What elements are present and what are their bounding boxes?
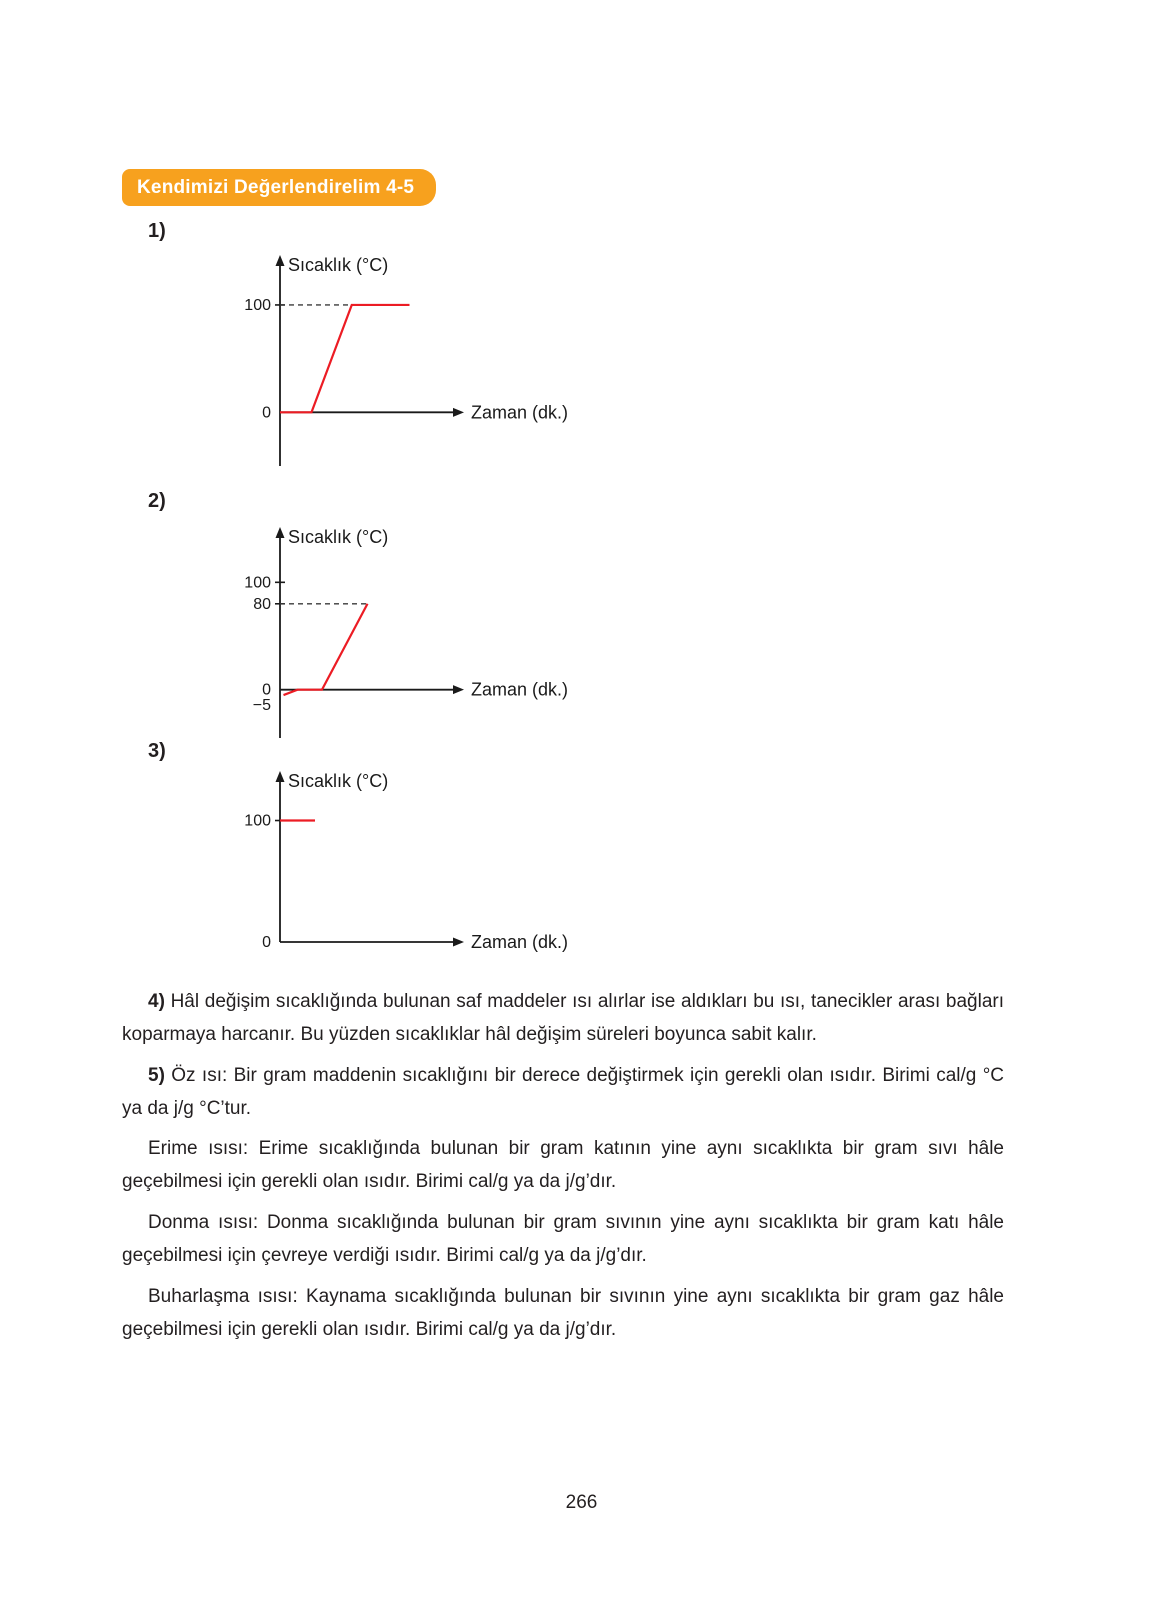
- paragraph-answer-4: [122, 986, 1004, 1052]
- svg-text:0: 0: [262, 404, 271, 422]
- svg-text:Sıcaklık (°C): Sıcaklık (°C): [288, 527, 389, 547]
- page-number: 266: [565, 1492, 598, 1513]
- temperature-time-graph-1: [222, 246, 692, 476]
- svg-text:100: 100: [244, 574, 271, 592]
- temperature-time-graph-3: [222, 762, 692, 952]
- paragraph-donma-isisi: [122, 1207, 1004, 1273]
- answer-4-text: Hâl değişim sıcaklığında bulunan saf maddeler ısı alırlar ise aldıkları bu ısı, tanecikler arası bağları koparmaya harcanır. Bu yüzden sıcaklıklar hâl değişim süreleri boyunca sabit kalır.: [122, 991, 1004, 1045]
- temperature-time-graph-2: [222, 518, 692, 748]
- svg-text:100: 100: [244, 812, 271, 830]
- item-number-1: 1): [148, 220, 166, 242]
- svg-text:0: 0: [262, 681, 271, 699]
- svg-text:80: 80: [253, 595, 271, 613]
- svg-text:Zaman (dk.): Zaman (dk.): [471, 679, 569, 700]
- paragraph-answer-5: [122, 1060, 1004, 1126]
- buharlasma-isisi-text: Buharlaşma ısısı: Kaynama sıcaklığında bulunan bir sıvının yine aynı sıcaklıkta bir gram gaz hâle geçebilmesi için gerekli olan ısıdır. Birimi cal/g ya da j/g’dır.: [122, 1285, 1004, 1340]
- answers-text: [122, 986, 1004, 1355]
- erime-isisi-text: Erime ısısı: Erime sıcaklığında bulunan bir gram katının yine aynı sıcaklıkta bir gram sıvı hâle geçebilmesi için gerekli olan ısıdır. Birimi cal/g ya da j/g’dır.: [122, 1138, 1004, 1193]
- svg-text:100: 100: [244, 296, 271, 314]
- svg-text:0: 0: [262, 934, 271, 951]
- paragraph-erime-isisi: [122, 1133, 1004, 1199]
- svg-text:Sıcaklık (°C): Sıcaklık (°C): [288, 771, 389, 791]
- answer-5-number: 5): [148, 1064, 165, 1086]
- svg-text:Zaman (dk.): Zaman (dk.): [471, 932, 569, 952]
- section-header-badge: [122, 169, 436, 206]
- paragraph-buharlasma-isisi: [122, 1281, 1004, 1347]
- svg-text:Sıcaklık (°C): Sıcaklık (°C): [288, 255, 389, 275]
- answer-4-number: 4): [148, 991, 165, 1012]
- svg-text:Zaman (dk.): Zaman (dk.): [471, 402, 569, 423]
- section-header-title: Kendimizi Değerlendirelim 4-5: [137, 177, 415, 198]
- item-number-3: 3): [148, 740, 166, 762]
- answer-5-text: Öz ısı: Bir gram maddenin sıcaklığını bir derece değiştirmek için gerekli olan ısıdır. Birimi cal/g °C ya da j/g °C’tur.: [122, 1064, 1005, 1119]
- item-number-2: 2): [148, 490, 166, 512]
- donma-isisi-text: Donma ısısı: Donma sıcaklığında bulunan bir gram sıvının yine aynı sıcaklıkta bir gram katı hâle geçebilmesi için çevreye verdiği ısıdır. Birimi cal/g ya da j/g’dır.: [122, 1212, 1004, 1267]
- svg-text:−5: −5: [252, 697, 271, 715]
